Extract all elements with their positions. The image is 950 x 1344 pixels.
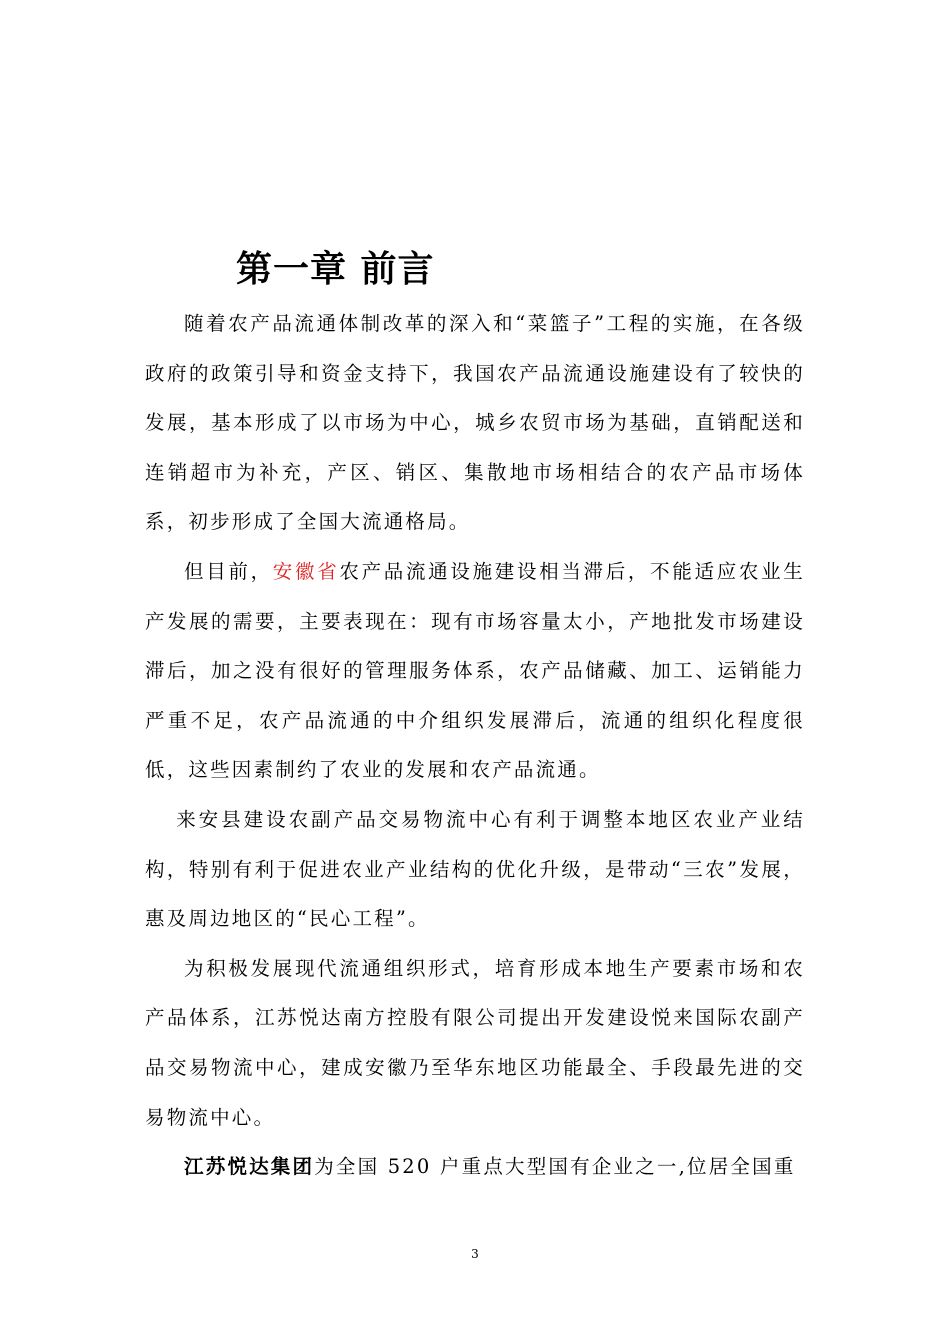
page-number: 3: [471, 1247, 479, 1261]
paragraph-laian-county: 来安县建设农副产品交易物流中心有利于调整本地区农业产业结构，特别有利于促进农业产业结构的优化升级，是带动“三农”发展，惠及周边地区的“民心工程”。: [145, 807, 805, 931]
paragraph-reform-background: 随着农产品流通体制改革的深入和“菜篮子”工程的实施，在各级政府的政策引导和资金支持下，我国农产品流通设施建设有了较快的发展，基本形成了以市场为中心，城乡农贸市场为基础，直销配送和连销超市为补充，产区、销区、集散地市场相结合的农产品市场体系，初步形成了全国大流通格局。: [145, 312, 805, 534]
paragraph-anhui-status: [145, 547, 805, 795]
paragraph-yueda-group: [145, 1142, 805, 1192]
paragraph-modern-circulation: 为积极发展现代流通组织形式，培育形成本地生产要素市场和农产品体系，江苏悦达南方控股有限公司提出开发建设悦来国际农副产品交易物流中心，建成安徽乃至华东地区功能最全、手段最先进的交易物流中心。: [145, 956, 805, 1129]
body-text: [145, 299, 805, 1192]
paragraph-anhui-status-lead: 但目前，: [184, 559, 273, 583]
company-name-bold: 江苏悦达集团: [184, 1155, 315, 1179]
chapter-title: 第一章 前言: [236, 249, 435, 290]
paragraph-yueda-group-rest: 为全国 520 户重点大型国有企业之一,位居全国重: [314, 1155, 796, 1179]
paragraph-anhui-status-rest: 农产品流通设施建设相当滞后，不能适应农业生产发展的需要，主要表现在：现有市场容量太小，产地批发市场建设滞后，加之没有很好的管理服务体系，农产品储藏、加工、运销能力严重不足，农产品流通的中介组织发展滞后，流通的组织化程度很低，这些因素制约了农业的发展和农产品流通。: [145, 559, 805, 782]
highlight-anhui-province: 安徽省: [272, 559, 340, 583]
